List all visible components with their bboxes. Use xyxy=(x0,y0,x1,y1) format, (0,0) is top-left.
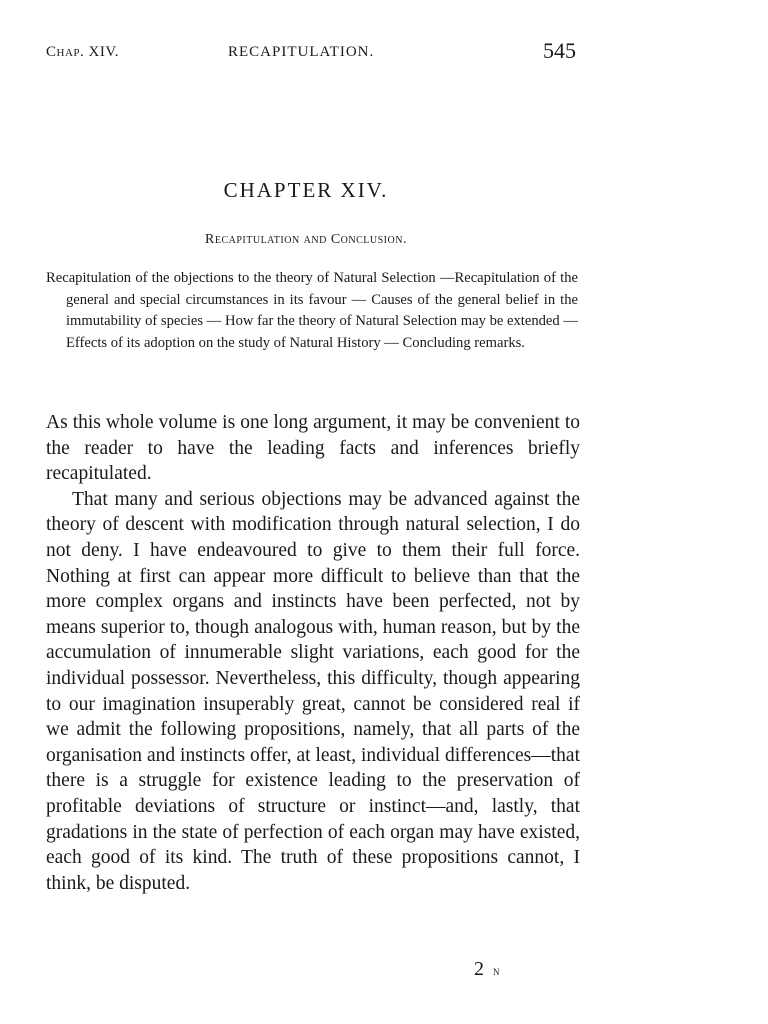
signature-number: 2 xyxy=(474,958,486,980)
running-head-chapter: Chap. XIV. xyxy=(46,44,119,60)
chapter-synopsis: Recapitulation of the objections to the theory of Natural Selection —Recapitulation of the general and special circumstances in its favour — Causes of the general belief in the immutability of species — How far the theory of Natural Selection may be extended — Effects of its adoption on the study of Natural History — Concluding remarks. xyxy=(46,270,578,351)
running-head xyxy=(46,38,576,68)
paragraph-1: As this whole volume is one long argument, it may be convenient to the reader to have the leading facts and inferences briefly recapitulated. xyxy=(46,412,580,485)
running-head-title: RECAPITULATION. xyxy=(228,44,375,60)
chapter-title: CHAPTER XIV. xyxy=(223,178,389,202)
signature-mark xyxy=(474,958,502,981)
body-text xyxy=(46,410,580,896)
chapter-subtitle: Recapitulation and Conclusion. xyxy=(205,232,407,247)
paragraph-2: That many and serious objections may be advanced against the theory of descent with modification through natural selection, I do not deny. I have endeavoured to give to them their full force. Nothing at first can appear more difficult to believe than that the more complex organs and instincts have been perfected, not by means superior to, though analogous with, human reason, but by the accumulation of innumerable slight variations, each good for the individual possessor. Nevertheless, this difficulty, though appearing to our imagination insuperably great, cannot be considered real if we admit the following propositions, namely, that all parts of the organisation and instincts offer, at least, individual differences—that there is a struggle for existence leading to the preservation of profitable deviations of structure or instinct—and, lastly, that gradations in the state of perfection of each organ may have existed, each good of its kind. The truth of these propositions cannot, I think, be disputed. xyxy=(46,488,580,894)
signature-letter: n xyxy=(493,963,502,978)
page-number: 545 xyxy=(543,38,576,63)
